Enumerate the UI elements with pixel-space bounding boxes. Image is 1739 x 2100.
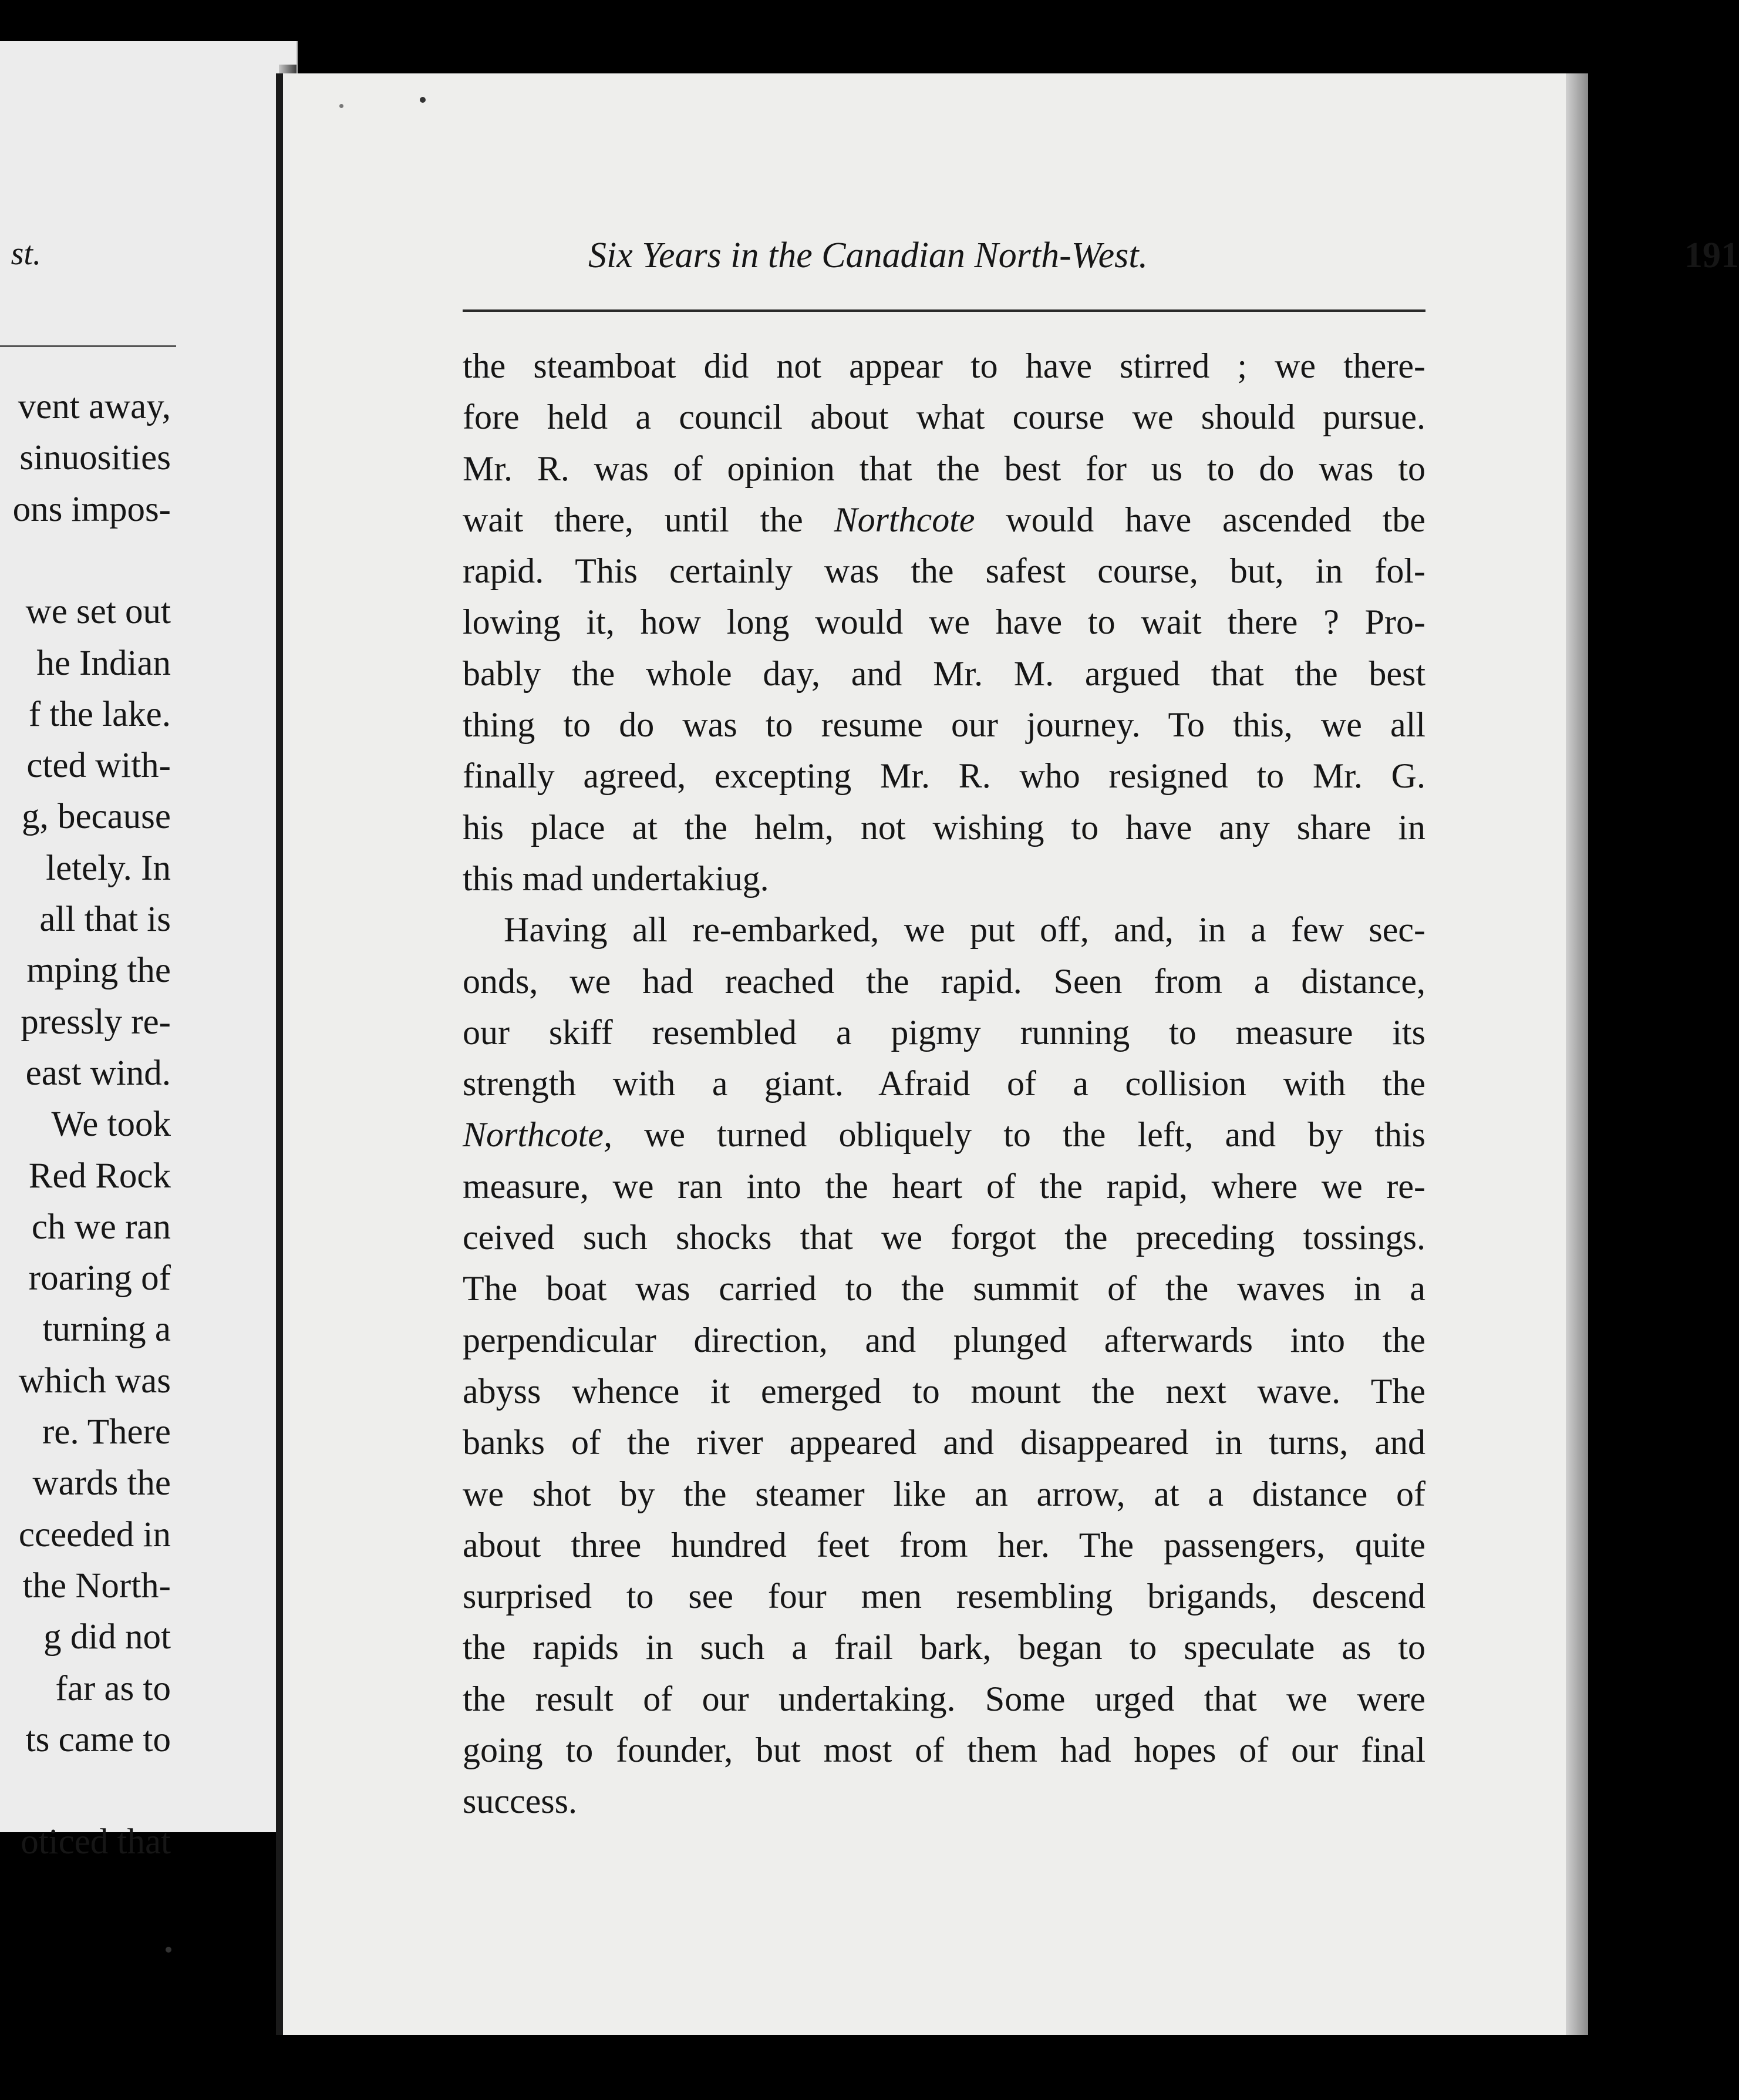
running-head-rule xyxy=(463,309,1425,312)
paragraph-1 xyxy=(463,341,1425,904)
left-text-line: we set out xyxy=(25,592,171,632)
paragraph-2 xyxy=(463,904,1425,1827)
text-line: finally agreed, excepting Mr. R. who resigned to Mr. G. xyxy=(463,756,1425,796)
left-text-line: turning a xyxy=(42,1310,171,1349)
italic-ship-name: Northcote xyxy=(834,500,975,539)
text-line: his place at the helm, not wishing to have any share in xyxy=(463,807,1425,847)
ink-speck xyxy=(420,97,426,103)
text-run: would have ascended tbe xyxy=(975,500,1425,539)
left-text-line: the North- xyxy=(22,1566,171,1606)
text-line: going to founder, but most of them had hopes of our final xyxy=(463,1731,1425,1770)
text-line: The boat was carried to the summit of the waves in a xyxy=(463,1269,1425,1308)
left-text-line: cceeded in xyxy=(18,1515,171,1554)
left-text-line: We took xyxy=(51,1105,171,1145)
left-head-rule xyxy=(0,345,176,347)
text-line: the rapids in such a frail bark, began to speculate as to xyxy=(463,1628,1425,1667)
text-run: wait there, until the xyxy=(463,500,834,539)
text-line: Having all re-embarked, we put off, and, in a few sec- xyxy=(504,910,1425,950)
running-head xyxy=(588,235,1739,282)
left-text-line: roaring of xyxy=(28,1258,171,1298)
left-text-line: pressly re- xyxy=(21,1002,171,1042)
text-line: our skiff resembled a pigmy running to measure its xyxy=(463,1012,1425,1052)
text-line: thing to do was to resume our journey. To this, we all xyxy=(463,705,1425,745)
page-number: 191 xyxy=(1684,235,1739,275)
left-text-line: far as to xyxy=(55,1668,171,1708)
text-line: success. xyxy=(463,1782,577,1821)
ink-speck xyxy=(166,1947,171,1953)
text-line: measure, we ran into the heart of the rapid, where we re- xyxy=(463,1166,1425,1206)
left-text-line: sinuosities xyxy=(19,438,171,478)
left-text-line: g, because xyxy=(21,797,171,837)
left-text-line: ons impos- xyxy=(12,489,171,529)
left-running-head: st. xyxy=(11,235,41,272)
left-text-line: ch we ran xyxy=(31,1207,171,1247)
body-text xyxy=(463,341,1425,1828)
left-text-line: re. There xyxy=(42,1412,171,1452)
text-line: surprised to see four men resembling brigands, descend xyxy=(463,1577,1425,1616)
text-line: we shot by the steamer like an arrow, at a distance of xyxy=(463,1474,1425,1513)
left-text-line: f the lake. xyxy=(28,694,171,734)
text-line: the result of our undertaking. Some urged that we were xyxy=(463,1679,1425,1718)
text-line: lowing it, how long would we have to wait there ? Pro- xyxy=(463,603,1425,642)
left-page-fragment xyxy=(0,41,298,1862)
left-text-line: vent away, xyxy=(18,387,171,426)
text-line: Mr. R. was of opinion that the best for us to do was to xyxy=(463,449,1425,488)
text-line: bably the whole day, and Mr. M. argued that the best xyxy=(463,654,1425,693)
left-text-line: wards the xyxy=(32,1463,171,1503)
left-text-line: Red Rock xyxy=(28,1156,171,1196)
text-line: banks of the river appeared and disappeared in turns, and xyxy=(463,1423,1425,1462)
text-line: the steamboat did not appear to have stirred ; we there- xyxy=(463,346,1425,385)
text-line xyxy=(463,494,1425,546)
left-text-line: oticed that xyxy=(21,1822,171,1862)
left-text-line: which was xyxy=(18,1361,171,1401)
page-edge-shadow xyxy=(1566,73,1588,2035)
ink-speck xyxy=(339,104,343,108)
running-title: Six Years in the Canadian North-West. xyxy=(588,235,1148,275)
text-line: onds, we had reached the rapid. Seen from a distance, xyxy=(463,961,1425,1001)
left-text-line: he Indian xyxy=(36,643,171,683)
text-line: fore held a council about what course we should pursue. xyxy=(463,398,1425,437)
left-text-line: ts came to xyxy=(25,1719,171,1759)
text-line: ceived such shocks that we forgot the preceding tossings. xyxy=(463,1218,1425,1257)
text-line: strength with a giant. Afraid of a collision with the xyxy=(463,1064,1425,1103)
left-text-line: cted with- xyxy=(26,746,171,786)
text-line: perpendicular direction, and plunged afterwards into the xyxy=(463,1320,1425,1359)
left-text-line: g did not xyxy=(43,1617,171,1657)
left-text-line: letely. In xyxy=(46,848,171,888)
left-text-line: east wind. xyxy=(25,1053,171,1093)
text-line xyxy=(463,1109,1425,1160)
right-page xyxy=(276,73,1739,2035)
italic-ship-name: Northcote, xyxy=(463,1115,612,1155)
left-text-line: mping the xyxy=(26,951,171,991)
text-line: rapid. This certainly was the safest course, but, in fol- xyxy=(463,551,1425,591)
left-text-line: all that is xyxy=(39,900,171,939)
text-line: this mad undertakiug. xyxy=(463,859,769,898)
text-run: we turned obliquely to the left, and by this xyxy=(612,1115,1425,1155)
text-line: abyss whence it emerged to mount the next wave. The xyxy=(463,1371,1425,1411)
text-line: about three hundred feet from her. The passengers, quite xyxy=(463,1525,1425,1564)
